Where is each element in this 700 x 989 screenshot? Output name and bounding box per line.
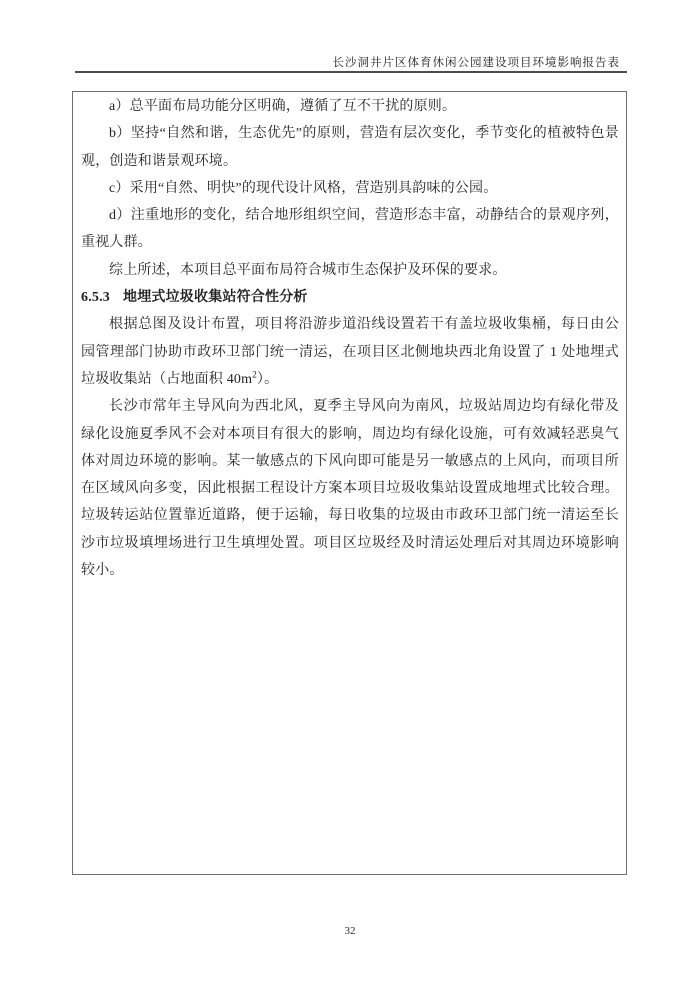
- paragraph-layout-conclusion: 综上所述，本项目总平面布局符合城市生态保护及环保的要求。: [109, 262, 507, 278]
- paragraph-layout-point-b: b）坚持“自然和谐，生态优先”的原则，营造有层次变化，季节变化的植被特色景观，创造和谐景观环境。: [81, 126, 619, 169]
- header-rule: [75, 71, 627, 73]
- paragraph-layout-point-c: c）采用“自然、明快”的现代设计风格，营造别具韵味的公园。: [109, 180, 498, 196]
- paragraph-layout-point-a: a）总平面布局功能分区明确，遵循了互不干扰的原则。: [109, 99, 457, 114]
- section-heading: [81, 284, 619, 311]
- paragraph-collection-station: [81, 311, 619, 393]
- station-text-after-area: ）。: [256, 371, 279, 387]
- station-area-superscript: 2: [252, 369, 257, 380]
- station-text-before-area: 根据总图及设计布置，项目将沿游步道沿线设置若干有盖垃圾收集桶，每日由公园管理部门协助市政环卫部门统一清运，在项目区北侧地块西北角设置了 1 处地埋式垃圾收集站（占地面积: [81, 317, 619, 387]
- page-number: 32: [344, 925, 356, 937]
- station-area-value: 40m: [226, 371, 253, 387]
- page-footer: [0, 921, 700, 939]
- paragraph-wind-analysis: 长沙市常年主导风向为西北风，夏季主导风向为南风，垃圾站周边均有绿化带及绿化设施夏季风不会对本项目有很大的影响，周边均有绿化设施，可有效减轻恶臭气体对周边环境的影响。某一敏感点的下风向即可能是另一敏感点的上风向，而项目所在区域风向多变，因此根据工程设计方案本项目垃圾收集站设置成地埋式比较合理。垃圾转运站位置靠近道路，便于运输，每日收集的垃圾由市政环卫部门统一清运至长沙市垃圾填埋场进行卫生填埋处置。项目区垃圾经及时清运处理后对其周边环境影响较小。: [81, 399, 619, 579]
- content-border-box: [72, 91, 627, 875]
- paragraph-layout-point-d: d）注重地形的变化，结合地形组织空间，营造形态丰富，动静结合的景观序列，重视人群。: [81, 208, 619, 251]
- section-title: 地埋式垃圾收集站符合性分析: [123, 290, 308, 306]
- header-title: 长沙洞井片区体育休闲公园建设项目环境影响报告表: [332, 57, 620, 69]
- section-number: 6.5.3: [81, 290, 110, 306]
